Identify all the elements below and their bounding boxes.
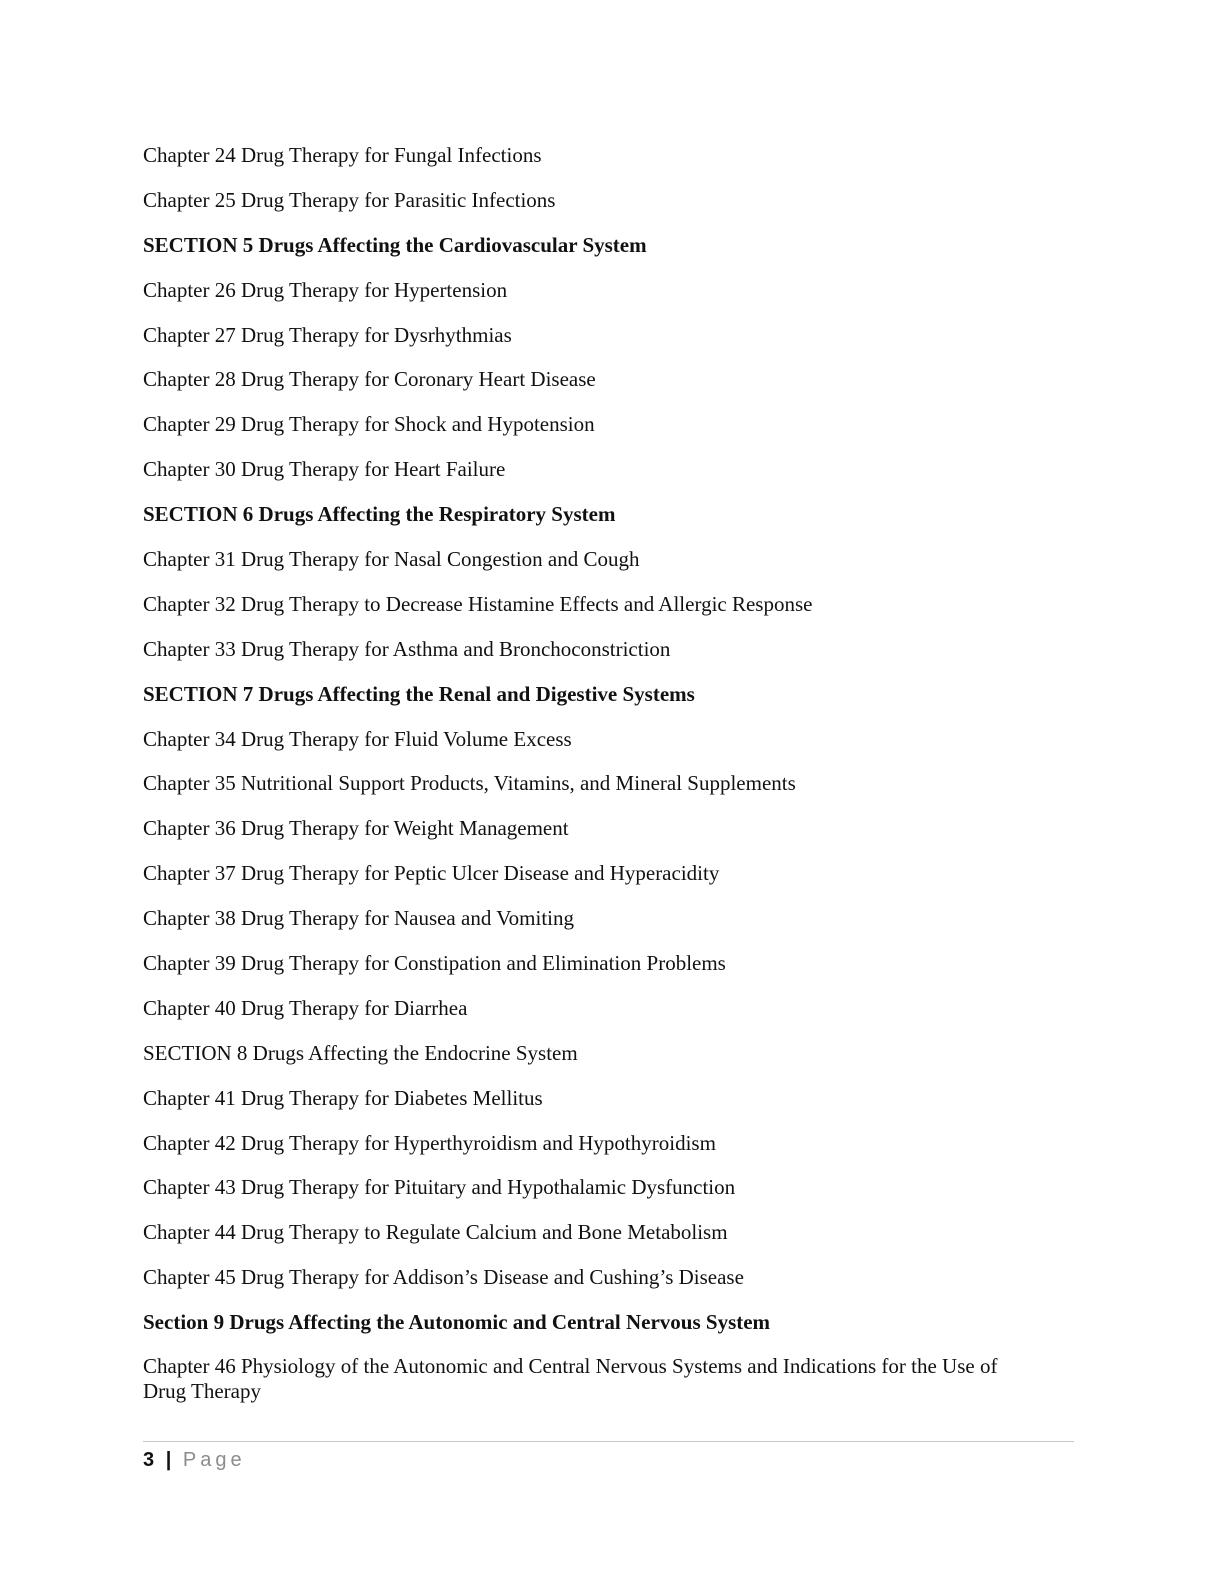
page-label: Page [182, 1449, 246, 1471]
toc-chapter-43: Chapter 43 Drug Therapy for Pituitary and Hypothalamic Dysfunction [143, 1175, 736, 1200]
toc-chapter-35: Chapter 35 Nutritional Support Products, Vitamins, and Mineral Supplements [143, 771, 796, 796]
toc-chapter-34: Chapter 34 Drug Therapy for Fluid Volume Excess [143, 726, 572, 751]
toc-chapter-44: Chapter 44 Drug Therapy to Regulate Calcium and Bone Metabolism [143, 1220, 728, 1245]
toc-chapter-33: Chapter 33 Drug Therapy for Asthma and Bronchoconstriction [143, 636, 671, 661]
toc-section-8: SECTION 8 Drugs Affecting the Endocrine System [143, 1040, 578, 1065]
toc-chapter-38: Chapter 38 Drug Therapy for Nausea and Vomiting [143, 906, 574, 931]
footer-divider [143, 1441, 1074, 1442]
page-separator: | [165, 1449, 172, 1471]
toc-chapter-40: Chapter 40 Drug Therapy for Diarrhea [143, 995, 468, 1020]
toc-section-6: SECTION 6 Drugs Affecting the Respiratory System [143, 502, 616, 527]
toc-chapter-30: Chapter 30 Drug Therapy for Heart Failure [143, 457, 506, 482]
toc-chapter-41: Chapter 41 Drug Therapy for Diabetes Mellitus [143, 1085, 543, 1110]
toc-section-5: SECTION 5 Drugs Affecting the Cardiovascular System [143, 232, 647, 257]
toc-chapter-24: Chapter 24 Drug Therapy for Fungal Infections [143, 143, 542, 167]
toc-chapter-45: Chapter 45 Drug Therapy for Addison’s Disease and Cushing’s Disease [143, 1265, 744, 1290]
page-footer [143, 1447, 246, 1473]
table-of-contents [143, 142, 1043, 1423]
toc-chapter-31: Chapter 31 Drug Therapy for Nasal Congestion and Cough [143, 547, 640, 572]
toc-chapter-42: Chapter 42 Drug Therapy for Hyperthyroidism and Hypothyroidism [143, 1130, 716, 1155]
toc-chapter-36: Chapter 36 Drug Therapy for Weight Management [143, 816, 569, 841]
toc-chapter-39: Chapter 39 Drug Therapy for Constipation and Elimination Problems [143, 951, 726, 976]
toc-chapter-27: Chapter 27 Drug Therapy for Dysrhythmias [143, 322, 512, 347]
toc-chapter-29: Chapter 29 Drug Therapy for Shock and Hypotension [143, 412, 595, 437]
toc-chapter-25: Chapter 25 Drug Therapy for Parasitic Infections [143, 187, 556, 212]
toc-section-7: SECTION 7 Drugs Affecting the Renal and Digestive Systems [143, 681, 695, 706]
toc-chapter-32: Chapter 32 Drug Therapy to Decrease Histamine Effects and Allergic Response [143, 591, 813, 616]
toc-chapter-37: Chapter 37 Drug Therapy for Peptic Ulcer Disease and Hyperacidity [143, 861, 720, 886]
page-number: 3 [143, 1449, 155, 1471]
toc-chapter-26: Chapter 26 Drug Therapy for Hypertension [143, 277, 508, 302]
toc-section-9: Section 9 Drugs Affecting the Autonomic and Central Nervous System [143, 1310, 771, 1335]
toc-chapter-46: Chapter 46 Physiology of the Autonomic and Central Nervous Systems and Indications for the Use of Drug Therapy [143, 1354, 998, 1404]
toc-chapter-28: Chapter 28 Drug Therapy for Coronary Heart Disease [143, 367, 596, 392]
